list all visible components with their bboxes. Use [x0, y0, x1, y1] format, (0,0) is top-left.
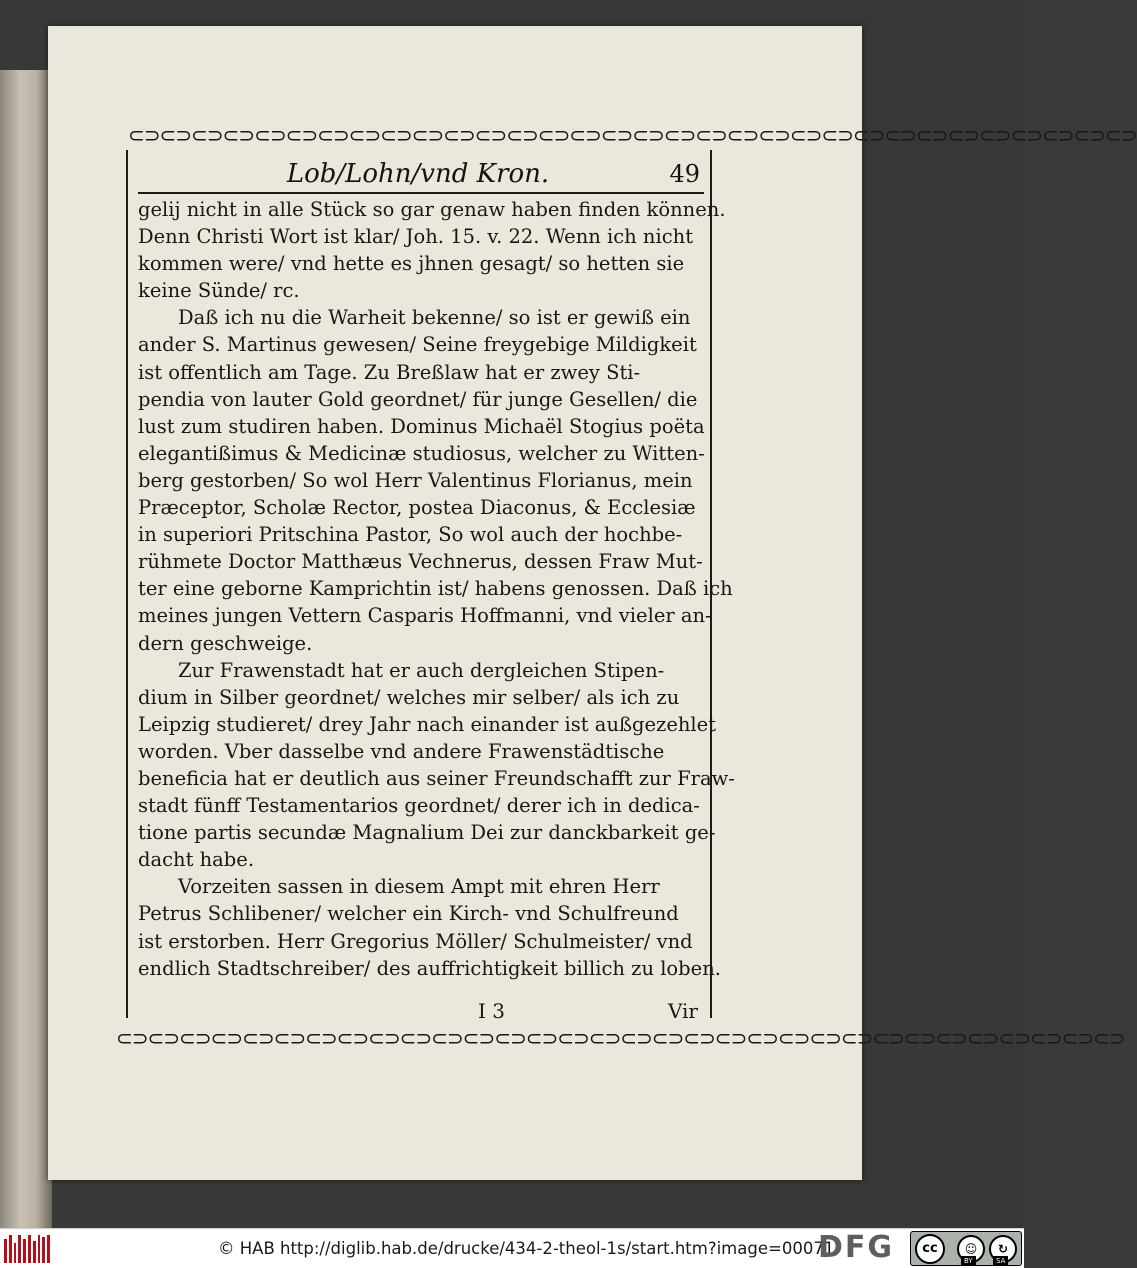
text-line: worden. Vber dasselbe vnd andere Frawenstädtische: [138, 739, 665, 763]
viewer-footer-bar: [0, 1228, 1024, 1268]
text-line: Præceptor, Scholæ Rector, postea Diaconus, & Ecclesiæ: [138, 496, 696, 520]
cc-sa-label: SA: [993, 1256, 1008, 1266]
cc-license-badge[interactable]: [910, 1231, 1022, 1266]
text-line: Zur Frawenstadt hat er auch dergleichen Stipen-: [178, 658, 665, 682]
text-line: Denn Christi Wort ist klar/ Joh. 15. v. 22. Wenn ich nicht: [138, 225, 694, 249]
text-line: ist erstorben. Herr Gregorius Möller/ Schulmeister/ vnd: [138, 929, 693, 953]
text-line: dium in Silber geordnet/ welches mir selber/ als ich zu: [138, 685, 680, 709]
text-line: stadt fünff Testamentarios geordnet/ derer ich in dedica-: [138, 794, 700, 818]
text-line: dacht habe.: [138, 848, 255, 872]
text-line: dern geschweige.: [138, 631, 313, 655]
page-header: [138, 156, 704, 194]
text-line: Petrus Schlibener/ welcher ein Kirch- vnd Schulfreund: [138, 902, 679, 926]
text-line: gelij nicht in alle Stück so gar genaw haben finden können.: [138, 198, 726, 221]
text-line: lust zum studiren haben. Dominus Michaël Stogius poëta: [138, 414, 705, 438]
page-number: 49: [669, 160, 700, 188]
source-url-link[interactable]: © HAB http://diglib.hab.de/drucke/434-2-theol-1s/start.htm?image=00071: [218, 1239, 835, 1258]
text-line: ist offentlich am Tage. Zu Breßlaw hat er zwey Sti-: [138, 360, 641, 384]
text-line: Daß ich nu die Warheit bekenne/ so ist er gewiß ein: [178, 306, 691, 330]
text-line: Vorzeiten sassen in diesem Ampt mit ehren Herr: [178, 875, 660, 899]
cc-by-label: BY: [961, 1256, 976, 1266]
text-line: Leipzig studieret/ drey Jahr nach einander ist außgezehlet: [138, 712, 717, 736]
dfg-logo[interactable]: DFG: [818, 1230, 895, 1265]
text-line: kommen were/ vnd hette es jhnen gesagt/ so hetten sie: [138, 252, 685, 276]
text-line: rühmete Doctor Matthæus Vechnerus, dessen Fraw Mut-: [138, 550, 703, 574]
signature-mark: I 3: [478, 999, 505, 1023]
ornament-border-top: ⊂⊃⊂⊃⊂⊃⊂⊃⊂⊃⊂⊃⊂⊃⊂⊃⊂⊃⊂⊃⊂⊃⊂⊃⊂⊃⊂⊃⊂⊃⊂⊃⊂⊃⊂⊃⊂⊃⊂⊃⊂⊃⊂⊃⊂⊃⊂⊃⊂⊃⊂⊃⊂⊃⊂⊃⊂⊃⊂⊃⊂⊃⊂⊃: [128, 123, 1137, 147]
share-alike-icon: ↻: [989, 1235, 1017, 1263]
text-line: ander S. Martinus gewesen/ Seine freygebige Mildigkeit: [138, 333, 697, 357]
page-footer: [138, 998, 704, 1024]
text-line: pendia von lauter Gold geordnet/ für junge Gesellen/ die: [138, 387, 698, 411]
body-text: [138, 196, 735, 982]
text-line: beneficia hat er deutlich aus seiner Freundschafft zur Fraw-: [138, 766, 735, 790]
book-edge: [0, 70, 52, 1230]
text-line: in superiori Pritschina Pastor, So wol auch der hochbe-: [138, 523, 683, 547]
text-line: meines jungen Vettern Casparis Hoffmanni, vnd vieler an-: [138, 604, 712, 628]
ornament-border-bottom: ⊂⊃⊂⊃⊂⊃⊂⊃⊂⊃⊂⊃⊂⊃⊂⊃⊂⊃⊂⊃⊂⊃⊂⊃⊂⊃⊂⊃⊂⊃⊂⊃⊂⊃⊂⊃⊂⊃⊂⊃⊂⊃⊂⊃⊂⊃⊂⊃⊂⊃⊂⊃⊂⊃⊂⊃⊂⊃⊂⊃⊂⊃⊂⊃: [116, 1026, 1125, 1050]
cc-icon: cc: [915, 1234, 945, 1264]
catchword: Vir: [667, 999, 698, 1023]
text-line: berg gestorben/ So wol Herr Valentinus Florianus, mein: [138, 468, 693, 492]
text-line: keine Sünde/ rc.: [138, 279, 300, 303]
text-line: elegantißimus & Medicinæ studiosus, welcher zu Witten-: [138, 441, 705, 465]
text-line: tione partis secundæ Magnalium Dei zur danckbarkeit ge-: [138, 821, 716, 845]
running-head: Lob/Lohn/vnd Kron.: [286, 159, 550, 189]
text-line: endlich Stadtschreiber/ des auffrichtigkeit billich zu loben.: [138, 956, 721, 980]
hab-logo-icon[interactable]: [4, 1235, 50, 1263]
by-attribution-icon: ☺: [957, 1235, 985, 1263]
text-line: ter eine geborne Kamprichtin ist/ habens genossen. Daß ich: [138, 577, 733, 601]
